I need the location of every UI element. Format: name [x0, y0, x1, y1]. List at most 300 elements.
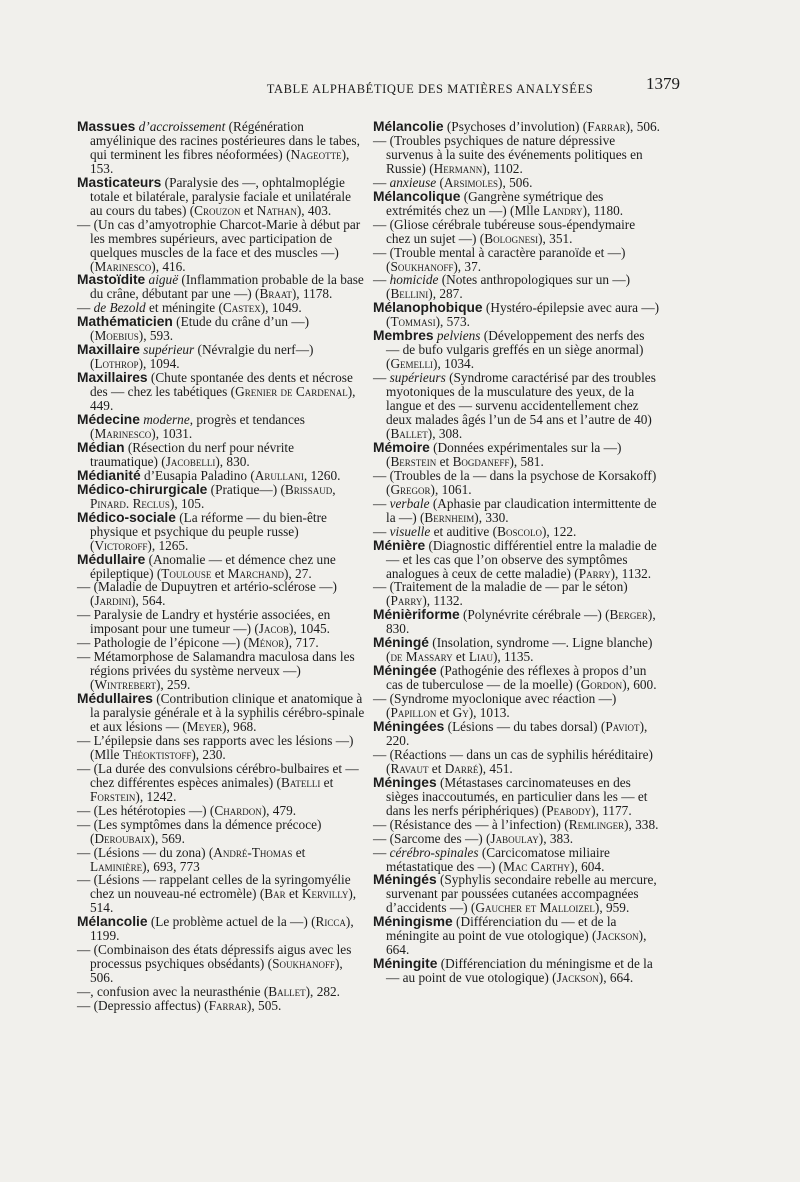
author-name: Liau	[468, 649, 493, 665]
index-entry	[373, 692, 661, 720]
index-entry	[77, 120, 365, 176]
index-entry	[373, 636, 661, 664]
entry-text: ), 259.	[155, 677, 191, 693]
index-entry	[77, 999, 365, 1013]
entry-text: — (Troubles de la — dans la psychose de Korsakoff) (	[373, 467, 657, 497]
index-entry	[77, 469, 365, 483]
entry-qualifier: supérieurs	[389, 370, 446, 386]
entry-text: ), 604.	[570, 858, 605, 874]
entry-text: et	[320, 774, 334, 790]
entry-text: ), 664.	[598, 970, 634, 986]
author-name: Nathan	[256, 202, 297, 218]
entry-text: ), 1178.	[291, 286, 333, 302]
entry-text: (Paralysie des —, ophtalmoplégie totale et bilatérale, paralysie faciale et unilatérale au cours du tabes) (	[90, 174, 351, 218]
entry-text: (Notes anthropologiques sur un —) (	[386, 272, 631, 302]
entry-qualifier: cérébro-spinales	[389, 844, 479, 860]
entry-text: (Différenciation du méningisme et de la — au point de vue otologique) (	[386, 956, 653, 986]
entry-text: et méningite (	[145, 300, 223, 316]
entry-keyword: Mélancolie	[373, 119, 444, 134]
entry-text: —	[373, 370, 390, 386]
index-entry	[373, 329, 661, 371]
index-entry	[77, 218, 365, 274]
index-entry	[373, 915, 661, 957]
entry-text: (Contribution clinique et anatomique à la paralysie générale et à la syphilis cérébro-spinale et aux lésions — (	[90, 691, 365, 734]
entry-qualifier: d’accroissement	[135, 119, 226, 134]
entry-text: (Lésions — du tabes dorsal) (	[444, 718, 606, 734]
entry-text: , 1260.	[303, 467, 341, 483]
entry-text: ), 506.	[498, 174, 533, 190]
entry-text: — (Traitement de la maladie de — par le séton) (	[373, 579, 628, 609]
entry-text: ), 451.	[478, 760, 513, 776]
entry-keyword: Massues	[77, 119, 136, 134]
entry-text: ), 351.	[538, 230, 573, 246]
author-name: Gaucher et Malloizel	[475, 900, 595, 916]
index-entry	[373, 776, 661, 818]
entry-text: (Développement des nerfs des — de bufo vulgaris greffés en un siège anormal) (	[386, 328, 645, 372]
author-name: Crouzon	[194, 202, 241, 218]
entry-text: ), 830.	[386, 607, 656, 637]
author-name: de Massary	[390, 649, 453, 665]
entry-qualifier: verbale	[389, 495, 430, 511]
entry-keyword: Médian	[77, 439, 125, 455]
entry-text: ), 403.	[296, 202, 332, 218]
entry-text: — (Sarcome des —) (	[373, 830, 491, 846]
author-name: Landry	[542, 202, 583, 218]
entry-text: —, confusion avec la neurasthénie (	[77, 984, 269, 1000]
entry-text: ), 968.	[222, 718, 257, 734]
entry-text: —	[77, 300, 94, 316]
entry-text: (Névralgie du nerf—) (	[90, 342, 314, 372]
author-name: Arsimoles	[443, 174, 499, 190]
entry-text: — (Les symptômes dans la démence précoce) (	[77, 816, 322, 846]
index-entry	[373, 246, 661, 274]
entry-text: — (Maladie de Dupuytren et artério-sclérose —) (	[77, 579, 337, 609]
entry-keyword: Mastoïdite	[77, 272, 146, 288]
entry-keyword: Méningé	[373, 635, 429, 651]
entry-keyword: Médianité	[77, 467, 141, 483]
entry-text: ), 153.	[90, 146, 350, 176]
index-entry	[77, 943, 365, 985]
entry-text: ), 664.	[386, 928, 647, 958]
author-name: Bar	[264, 886, 286, 902]
entry-text: ), 717.	[284, 635, 319, 651]
entry-text: — (La durée des convulsions cérébro-bulbaires et — chez différentes espèces animales) (	[77, 760, 359, 790]
author-name: Bellini	[390, 286, 429, 302]
entry-keyword: Masticateurs	[77, 174, 162, 190]
entry-text: ), 479.	[261, 802, 297, 818]
entry-text: d’Eusapia Paladino (	[140, 467, 255, 483]
entry-text: ), 37.	[453, 258, 482, 274]
entry-text: (Données expérimentales sur la —) (	[386, 439, 622, 469]
entry-text: (Inflammation probable de la base du crâne, débutant par une —) (	[90, 272, 364, 302]
index-entry	[77, 692, 365, 734]
entry-text: (La réforme — du bien-être physique et psychique du peuple russe) (	[90, 509, 327, 553]
entry-text: (Gangrène symétrique des extrémités chez un —) (Mlle	[386, 188, 604, 218]
author-name: Nageotte	[290, 146, 342, 162]
author-name: Berstein	[390, 453, 437, 469]
entry-text: et	[436, 705, 453, 721]
index-column-left	[77, 120, 365, 1013]
entry-text: ,	[332, 481, 336, 497]
entry-keyword: Médullaires	[77, 691, 153, 707]
entry-keyword: Médullaire	[77, 551, 146, 567]
author-name: Remlinger	[568, 816, 625, 832]
entry-text: (Diagnostic différentiel entre la maladie de — et les cas que l’on observe des symptômes analogues à ceux de cette maladie) (	[386, 537, 657, 581]
entry-text: — (Les hétérotopies —) (	[77, 802, 215, 818]
entry-text: ), 1102.	[482, 160, 523, 176]
entry-text: et	[211, 565, 228, 581]
author-name: Marchand	[227, 565, 284, 581]
author-name: Ménor	[247, 635, 285, 651]
author-name: Kervilly	[301, 886, 349, 902]
index-entry	[373, 301, 661, 329]
author-name: Berger	[609, 607, 648, 623]
index-entry	[77, 873, 365, 915]
index-entry	[77, 553, 365, 581]
index-entry	[77, 650, 365, 692]
author-name: Arullani	[254, 467, 304, 483]
author-name: Chardon	[214, 802, 262, 818]
author-name: Meyer	[186, 718, 223, 734]
author-name: Victoroff	[94, 537, 148, 553]
entry-text: et	[285, 886, 302, 902]
entry-text: et auditive (	[430, 523, 498, 539]
entry-text: — (Syndrome myoclonique avec réaction —) (	[373, 691, 617, 721]
author-name: Marinesco	[94, 425, 152, 441]
entry-text: —	[373, 523, 390, 539]
author-name: Moebius	[94, 328, 139, 344]
author-name: Farrar	[587, 119, 626, 134]
author-name: Peabody	[546, 802, 592, 818]
entry-qualifier: homicide	[389, 272, 439, 288]
entry-qualifier: anxieuse	[389, 174, 437, 190]
index-column-right	[373, 120, 661, 985]
entry-text: ), 581.	[509, 453, 544, 469]
author-name: Boscolo	[497, 523, 542, 539]
entry-text: ), 830.	[215, 453, 250, 469]
entry-text: ), 506.	[625, 119, 660, 134]
entry-text: ), 1135.	[492, 649, 534, 665]
entry-text: (Pathogénie des réflexes à propos d’un cas de tuberculose — de la moelle) (	[386, 663, 647, 693]
entry-text: (Aphasie par claudication intermittente de la —) (	[386, 495, 657, 525]
entry-text: ), 1177.	[591, 802, 632, 818]
index-entry	[77, 846, 365, 874]
entry-keyword: Mathématicien	[77, 314, 173, 330]
entry-text: — Métamorphose de Salamandra maculosa dans les régions privées du système nerveux —) (	[77, 649, 355, 693]
author-name: Jardini	[94, 593, 132, 609]
entry-text: ), 27.	[283, 565, 312, 581]
entry-qualifier: visuelle	[389, 523, 431, 539]
entry-text: — (Résistance des — à l’infection) (	[373, 816, 569, 832]
entry-text: ), 1045.	[288, 621, 330, 637]
index-entry	[373, 832, 661, 846]
entry-text: et	[240, 202, 257, 218]
entry-text: (Psychoses d’involution) (	[443, 119, 588, 134]
entry-text: ), 593.	[138, 328, 174, 344]
index-entry	[373, 273, 661, 301]
entry-text: —	[373, 272, 390, 288]
entry-text: — (Gliose cérébrale tubéreuse sous-épendymaire chez un sujet —) (	[373, 216, 636, 246]
entry-text: — L’épilepsie dans ses rapports avec les lésions —) (Mlle	[77, 732, 354, 762]
index-entry	[373, 539, 661, 581]
index-entry	[77, 734, 365, 762]
entry-text: ), 573.	[435, 314, 470, 330]
entry-keyword: Membres	[373, 328, 434, 344]
author-name: Théoktistoff	[122, 746, 192, 762]
index-entry	[373, 818, 661, 832]
entry-text: .	[125, 495, 133, 511]
index-entry	[373, 176, 661, 190]
entry-text: ), 449.	[90, 384, 356, 414]
author-name: Ricca	[315, 914, 346, 930]
index-entry	[373, 469, 661, 497]
entry-text: —	[373, 844, 390, 860]
index-entry	[373, 846, 661, 874]
author-name: Parry	[578, 565, 611, 581]
entry-qualifier: supérieur	[139, 342, 195, 358]
author-name: Ballet	[390, 425, 428, 441]
author-name: Ravaut	[390, 760, 429, 776]
entry-keyword: Méningées	[373, 718, 445, 734]
index-entry	[77, 441, 365, 469]
entry-text: ), 383.	[538, 830, 574, 846]
author-name: Reclus	[132, 495, 170, 511]
entry-text: et	[428, 760, 445, 776]
entry-text: — Pathologie de l’épicone —) (	[77, 635, 248, 651]
author-name: Forstein	[90, 788, 136, 804]
entry-text: (Etude du crâne d’un —) (	[90, 314, 310, 344]
entry-text: ), 282.	[305, 984, 340, 1000]
author-name: Jacobelli	[165, 453, 216, 469]
entry-text: — (Réactions — dans un cas de syphilis héréditaire) (	[373, 746, 653, 776]
entry-text: ), 959.	[594, 900, 630, 916]
entry-text: ), 1132.	[422, 593, 463, 609]
entry-text: ), 287.	[428, 286, 463, 302]
index-entry	[77, 176, 365, 218]
author-name: Papillon	[390, 705, 437, 721]
index-entry	[373, 218, 661, 246]
author-name: Parry	[390, 593, 423, 609]
entry-keyword: Maxillaire	[77, 342, 140, 358]
entry-keyword: Méningée	[373, 663, 437, 679]
index-entry	[373, 134, 661, 176]
entry-text: ), 122.	[541, 523, 577, 539]
author-name: Farrar	[208, 998, 247, 1014]
index-entry	[77, 818, 365, 846]
index-entry	[77, 483, 365, 511]
entry-text: (Pratique—) (	[207, 481, 285, 497]
index-entry	[77, 273, 365, 301]
index-entry	[77, 371, 365, 413]
author-name: Castex	[222, 300, 261, 316]
index-entry	[373, 371, 661, 441]
index-entry	[77, 762, 365, 804]
entry-keyword: Méninges	[373, 774, 437, 790]
entry-text: ), 1013.	[468, 705, 510, 721]
entry-text: ), 1242.	[135, 788, 177, 804]
entry-text: ), 1061.	[430, 481, 472, 497]
entry-text: ), 505.	[246, 998, 282, 1014]
entry-text: , progrès et tendances (	[90, 412, 305, 441]
entry-keyword: Médecine	[77, 412, 140, 428]
entry-text: ), 1031.	[151, 425, 193, 441]
entry-text: ), 308.	[427, 425, 463, 441]
entry-keyword: Méningés	[373, 872, 437, 888]
entry-text: —	[373, 174, 390, 190]
author-name: Tommasi	[390, 314, 436, 330]
entry-text: (Hystéro-épilepsie avec aura —) (	[386, 300, 660, 330]
entry-text: (Régénération amyélinique des racines postérieures dans le tabes, qui terminent les fibres néoformées) (	[90, 119, 360, 162]
author-name: Mac Carthy	[503, 858, 571, 874]
entry-text: ), 220.	[386, 718, 648, 748]
author-name: Bogdaneff	[452, 453, 510, 469]
entry-text: ), 1132.	[610, 565, 652, 581]
entry-text: (Insolation, syndrome —. Ligne blanche) (	[386, 635, 653, 665]
author-name: Paviot	[605, 718, 640, 734]
entry-text: ), 514.	[90, 886, 357, 916]
entry-keyword: Ménière	[373, 537, 426, 553]
author-name: Gemelli	[390, 356, 434, 372]
entry-text: ), 693, 773	[142, 858, 200, 874]
index-entry	[373, 748, 661, 776]
entry-qualifier: moderne	[139, 412, 190, 428]
entry-text: ), 506.	[90, 956, 343, 986]
entry-text: et	[436, 453, 453, 469]
entry-text: ), 105.	[169, 495, 205, 511]
entry-keyword: Mélancolique	[373, 188, 461, 204]
author-name: Gordon	[580, 677, 623, 693]
entry-text: (Carcicomatose miliaire métastatique des —) (	[386, 844, 610, 874]
author-name: Batelli	[280, 774, 321, 790]
index-entry	[77, 608, 365, 636]
entry-text: ), 1049.	[260, 300, 302, 316]
author-name: Pinard	[90, 495, 126, 511]
index-entry	[373, 441, 661, 469]
author-name: Bernheim	[424, 509, 475, 525]
index-entry	[77, 915, 365, 943]
entry-text: — (Troubles psychiques de nature dépressive survenus à la suite des événements politiques en Russie) (	[373, 132, 643, 176]
running-header: TABLE ALPHABÉTIQUE DES MATIÈRES ANALYSÉES	[266, 82, 594, 96]
entry-text: ), 1034.	[433, 356, 475, 372]
entry-qualifier: de Bezold	[93, 300, 146, 316]
entry-text: —	[373, 495, 390, 511]
entry-text: (Résection du nerf pour névrite traumatique) (	[90, 439, 295, 469]
index-entry	[373, 190, 661, 218]
entry-text: (Le problème actuel de la —) (	[147, 914, 316, 930]
entry-text: ), 330.	[474, 509, 509, 525]
page-number: 1379	[646, 74, 680, 93]
author-name: Gy	[452, 705, 469, 721]
author-name: Jacob	[258, 621, 289, 637]
author-name: Laminière	[90, 858, 143, 874]
entry-text: (Anomalie — et démence chez une épileptique) (	[90, 551, 336, 581]
entry-text: (Polynévrite cérébrale —) (	[459, 607, 610, 623]
entry-text: ), 564.	[131, 593, 166, 609]
entry-text: (	[436, 174, 444, 190]
entry-text: — (Lésions — du zona) (	[77, 844, 214, 860]
index-entry	[373, 720, 661, 748]
entry-text: ), 1094.	[138, 356, 180, 372]
index-entry	[373, 873, 661, 915]
author-name: Ballet	[268, 984, 306, 1000]
entry-text: ), 569.	[150, 830, 185, 846]
entry-keyword: Mélanophobique	[373, 300, 483, 316]
entry-text: (Chute spontanée des dents et nécrose des — chez les tabétiques (	[90, 370, 353, 400]
entry-text: ), 600.	[622, 677, 657, 693]
author-name: Bolognesi	[484, 230, 539, 246]
entry-keyword: Méningisme	[373, 914, 453, 930]
entry-text: — (Depressio affectus) (	[77, 998, 209, 1014]
entry-keyword: Méningite	[373, 956, 438, 972]
entry-text: — (Un cas d’amyotrophie Charcot-Marie à début par les membres supérieurs, avec participation de quelques muscles de la face et des muscles —) (	[77, 216, 361, 274]
author-name: Wintrebert	[94, 677, 156, 693]
index-entry	[77, 985, 365, 999]
index-entry	[77, 343, 365, 371]
author-name: Soukhanoff	[272, 956, 335, 972]
entry-text: ), 338.	[624, 816, 659, 832]
author-name: Deroubaix	[94, 830, 151, 846]
author-name: André-Thomas	[213, 844, 293, 860]
entry-keyword: Ménièriforme	[373, 607, 460, 623]
entry-qualifier: aiguë	[145, 272, 179, 288]
index-entry	[77, 636, 365, 650]
index-entry	[373, 664, 661, 692]
entry-text: — Paralysie de Landry et hystérie associées, en imposant pour une tumeur —) (	[77, 607, 331, 637]
index-entry	[77, 580, 365, 608]
author-name: Braat	[259, 286, 292, 302]
index-entry	[373, 120, 661, 134]
entry-text: ), 1265.	[147, 537, 189, 553]
author-name: Soukhanoff	[390, 258, 454, 274]
entry-text: et	[452, 649, 469, 665]
author-name: Hermann	[433, 160, 483, 176]
author-name: Brissaud	[284, 481, 333, 497]
entry-text: (Métastases carcinomateuses en des sièges inaccoutumés, en particulier dans les — et dans les nerfs périphériques) (	[386, 774, 648, 818]
author-name: Toulouse	[161, 565, 212, 581]
author-name: Marinesco	[94, 258, 152, 274]
entry-keyword: Mémoire	[373, 439, 430, 455]
entry-keyword: Médico-chirurgicale	[77, 481, 208, 497]
entry-text: — (Trouble mental à caractère paranoïde et —) (	[373, 244, 626, 274]
entry-text: (Différenciation du — et de la méningite au point de vue otologique) (	[386, 914, 617, 944]
entry-text: (Syndrome caractérisé par des troubles myotoniques de la musculature des yeux, de la langue et des — survenu accidentellement chez deux malades âgés l’un de 54 ans et l’autre de 40) (	[386, 370, 656, 441]
author-name: Jackson	[596, 928, 639, 944]
entry-text: et	[292, 844, 306, 860]
author-name: Jaboulay	[490, 830, 539, 846]
index-entry	[373, 580, 661, 608]
author-name: Gregor	[390, 481, 431, 497]
index-entry	[77, 301, 365, 315]
entry-text: ), 1180.	[582, 202, 624, 218]
entry-text: — (Lésions — rappelant celles de la syringomyélie chez un nouveau-né ectromèle) (	[77, 872, 351, 902]
entry-text: ), 416.	[151, 258, 186, 274]
entry-keyword: Maxillaires	[77, 370, 148, 386]
index-entry	[77, 511, 365, 553]
author-name: Grenier de Cardenal	[235, 384, 348, 400]
entry-text: — (Combinaison des états dépressifs aigus avec les processus psychiques obsédants) (	[77, 942, 352, 972]
entry-text: (Syphylis secondaire rebelle au mercure, survenant par poussées cutanées accompagnées d’accidents —) (	[386, 872, 657, 916]
author-name: Lothrop	[94, 356, 139, 372]
index-entry	[77, 804, 365, 818]
index-entry	[77, 413, 365, 441]
index-entry	[373, 497, 661, 525]
entry-text: ), 1199.	[90, 914, 354, 944]
index-entry	[77, 315, 365, 343]
author-name: Jackson	[556, 970, 599, 986]
index-entry	[373, 608, 661, 636]
index-entry	[373, 525, 661, 539]
entry-qualifier: pelviens	[433, 328, 481, 344]
